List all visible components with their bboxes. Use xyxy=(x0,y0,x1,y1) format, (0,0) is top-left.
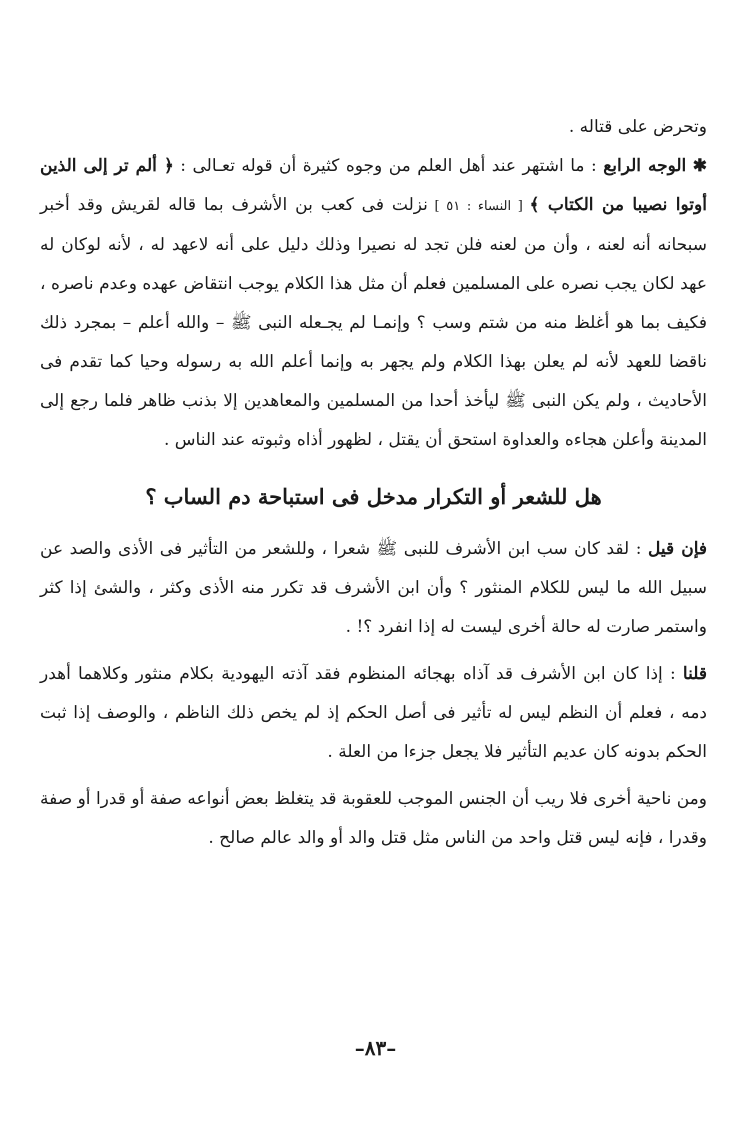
paragraph-fourth-aspect xyxy=(40,147,707,460)
fourth-aspect-heading: الوجه الرابع xyxy=(603,156,687,176)
section-heading: هل للشعر أو التكرار مدخل فى استباحة دم الساب ؟ xyxy=(145,484,602,509)
paragraph-answer xyxy=(40,655,707,772)
question-text: : لقد كان سب ابن الأشرف للنبى ﷺ شعرا ، وللشعر من التأثير فى الأذى والصد عن سبيل الله ما ليس للكلام المنثور ؟ وأن ابن الأشرف قد تكرر منه الأذى وكثر ، والشئ إذا كثر واستمر صارت له حالة أخرى ليست له إذا انفرد ؟! . xyxy=(40,539,707,637)
question-label: فإن قيل xyxy=(648,539,707,559)
page-body xyxy=(40,108,707,858)
paragraph-intro: وتحرض على قتاله . xyxy=(568,117,707,137)
quran-verse: ألم تر إلى الذين أوتوا نصيبا من الكتاب xyxy=(40,156,707,215)
star-marker: ✱ xyxy=(692,156,708,176)
page-number: –٨٣– xyxy=(354,1036,397,1060)
verse-close-bracket: ﴾ xyxy=(529,195,540,215)
paragraph-last: ومن ناحية أخرى فلا ريب أن الجنس الموجب للعقوبة قد يتغلظ بعض أنواعه صفة أو قدرا أو صفة وقدرا ، فإنه ليس قتل واحد من الناس مثل قتل والد أو والد عالم صالح . xyxy=(40,789,707,848)
verse-open-bracket: ﴿ xyxy=(163,156,174,176)
paragraph-question xyxy=(40,530,707,647)
fourth-aspect-text: : ما اشتهر عند أهل العلم من وجوه كثيرة أن قوله تعـالى : xyxy=(173,156,604,176)
answer-label: قلنا xyxy=(682,664,707,684)
answer-text: : إذا كان ابن الأشرف قد آذاه بهجائه المنظوم فقد آذته اليهودية بكلام منثور وكلاهما أهدر دمه ، فعلم أن النظم ليس له تأثير فى أصل الحكم إذ لم يخص ذلك الناظم ، والوصف إذا ثبت الحكم بدونه كان عديم التأثير فلا يجعل جزءا من العلة . xyxy=(40,664,707,762)
verse-reference: [ النساء : ٥١ ] xyxy=(427,199,530,214)
fourth-aspect-rest: نزلت فى كعب بن الأشرف بما قاله لقريش وقد أخبر سبحانه أنه لعنه ، وأن من لعنه فلن تجد له نصيرا وذلك دليل على أنه لاعهد له ، لأنه لوكان له عهد لكان يجب نصره على المسلمين فعلم أن مثل هذا الكلام يوجب انتقاض عهده وعدم ناصره ، فكيف بما هو أغلظ منه من شتم وسب ؟ وإنمـا لم يجـعله النبى ﷺ – والله أعلم – بمجرد ذلك ناقضا للعهد لأنه لم يعلن بهذا الكلام ولم يجهر به وإنما أعلم الله به رسوله وحيا كما تقدم فى الأحاديث ، ولم يكن النبى ﷺ ليأخذ أحدا من المسلمين والمعاهدين إلا بذنب ظاهر فلما رجع إلى المدينة وأعلن هجاءه والعداوة استحق أن يقتل ، لظهور أذاه وثبوته عند الناس . xyxy=(40,195,707,450)
